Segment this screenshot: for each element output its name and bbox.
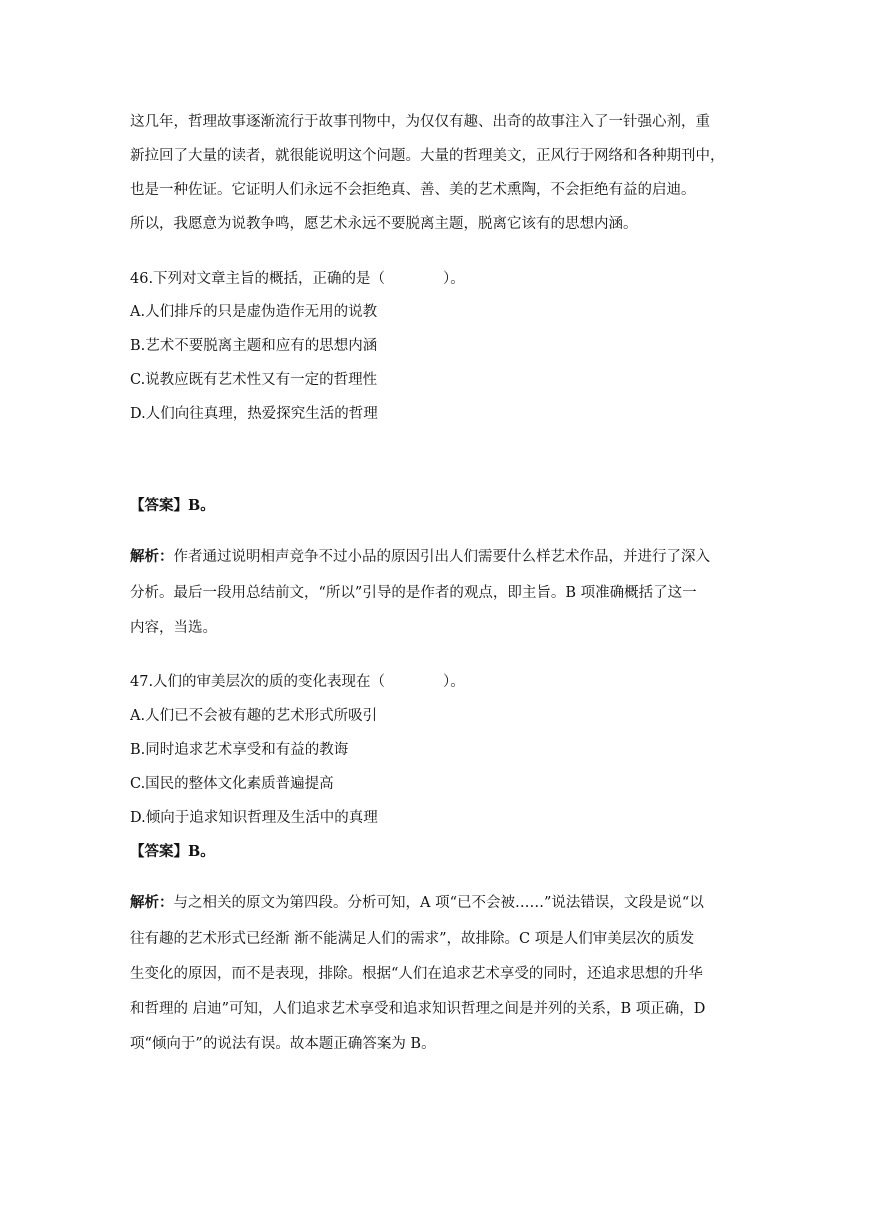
q47-analysis-label: 解析： <box>130 894 174 911</box>
q46-analysis-line-1 <box>130 547 710 567</box>
q46-analysis-line-2: 分析。最后一段用总结前文，“所以”引导的是作者的观点，即主旨。B 项准确概括了这一 <box>130 585 697 601</box>
q47-analysis-line-2: 往有趣的艺术形式已经渐 渐不能满足人们的需求”，故排除。C 项是人们审美层次的质发 <box>130 931 695 947</box>
q47-analysis-line-5: 项“倾向于”的说法有误。故本题正确答案为 B。 <box>130 1036 436 1052</box>
q47-analysis-line-4: 和哲理的 启迪”可知，人们追求艺术享受和追求知识哲理之间是并列的关系，B 项正确，D <box>130 1001 706 1017</box>
q47-answer-label: 【答案】 <box>130 843 188 860</box>
passage-line-1: 这几年，哲理故事逐渐流行于故事刊物中，为仅仅有趣、出奇的故事注入了一针强心剂，重 <box>130 114 710 130</box>
q46-stem: 46.下列对文章主旨的概括，正确的是（ ）。 <box>130 271 465 287</box>
q47-analysis-line-1 <box>130 893 704 913</box>
q47-option-d: D.倾向于追求知识哲理及生活中的真理 <box>130 810 378 826</box>
q47-answer-value: B。 <box>188 843 215 860</box>
passage-line-3: 也是一种佐证。它证明人们永远不会拒绝真、善、美的艺术熏陶，不会拒绝有益的启迪。 <box>130 182 696 198</box>
q46-option-b: B.艺术不要脱离主题和应有的思想内涵 <box>130 338 378 354</box>
q47-analysis-line-3: 生变化的原因，而不是表现，排除。根据“人们在追求艺术享受的同时，还追求思想的升华 <box>130 966 703 982</box>
q47-answer <box>130 842 215 862</box>
q46-answer-label: 【答案】 <box>130 497 188 514</box>
q47-option-b: B.同时追求艺术享受和有益的教诲 <box>130 742 349 758</box>
q46-answer-value: B。 <box>188 497 215 514</box>
q47-option-c: C.国民的整体文化素质普遍提高 <box>130 776 334 792</box>
q46-analysis-label: 解析： <box>130 548 174 565</box>
q46-option-a: A.人们排斥的只是虚伪造作无用的说教 <box>130 304 378 320</box>
passage-line-2: 新拉回了大量的读者，就很能说明这个问题。大量的哲理美文，正风行于网络和各种期刊中， <box>130 148 725 164</box>
q46-analysis-text-1: 作者通过说明相声竞争不过小品的原因引出人们需要什么样艺术作品，并进行了深入 <box>173 549 710 565</box>
q46-option-c: C.说教应既有艺术性又有一定的哲理性 <box>130 372 378 388</box>
q47-option-a: A.人们已不会被有趣的艺术形式所吸引 <box>130 708 378 724</box>
q46-analysis-line-3: 内容，当选。 <box>130 620 217 636</box>
q47-analysis-text-1: 与之相关的原文为第四段。分析可知，A 项“已不会被……”说法错误，文段是说“以 <box>173 895 704 911</box>
q46-answer <box>130 496 215 516</box>
passage-line-4: 所以，我愿意为说教争鸣，愿艺术永远不要脱离主题，脱离它该有的思想内涵。 <box>130 216 638 232</box>
q46-option-d: D.人们向往真理，热爱探究生活的哲理 <box>130 406 378 422</box>
q47-stem: 47.人们的审美层次的质的变化表现在（ ）。 <box>130 674 465 690</box>
